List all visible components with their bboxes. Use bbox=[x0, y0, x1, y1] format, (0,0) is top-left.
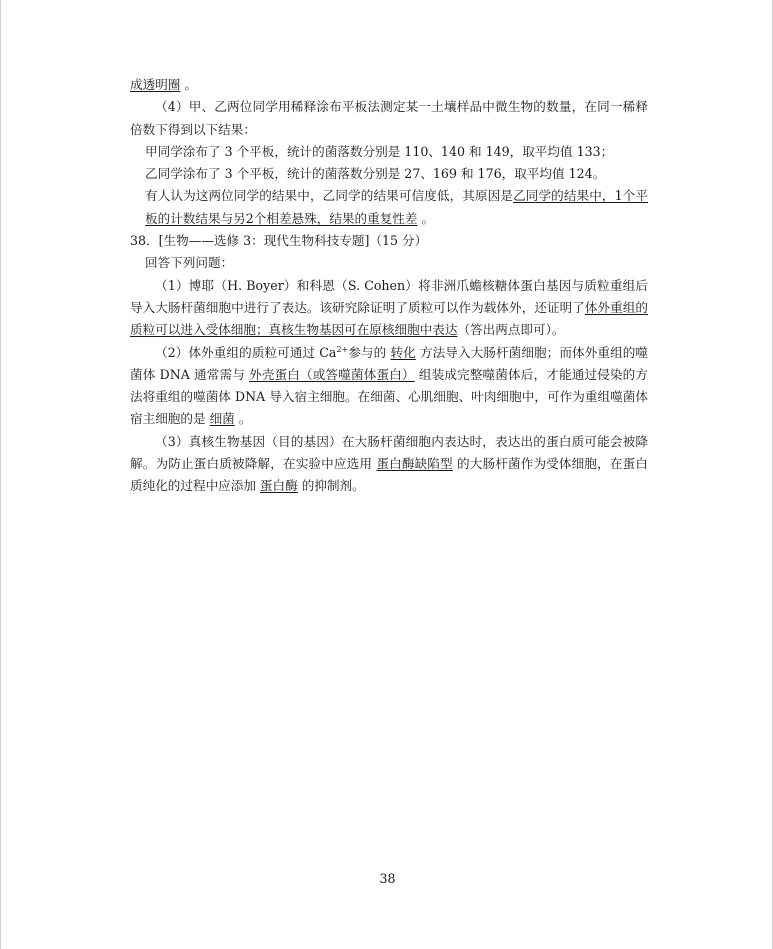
question-38-heading: 38．[生物——选修 3：现代生物科技专题]（15 分） bbox=[130, 233, 428, 249]
question-4-jia: 甲同学涂布了 3 个平板，统计的菌落数分别是 110、140 和 149，取平均值 133； bbox=[145, 143, 614, 159]
answer-blank: 体外重组的质粒可以进入受体细胞；真核生物基因可在原核细胞中表达 bbox=[130, 299, 649, 338]
answer-blank: 外壳蛋白（或答噬菌体蛋白） bbox=[249, 366, 415, 382]
question-38-instruction: 回答下列问题： bbox=[145, 255, 234, 271]
part-3-text: （3）真核生物基因（目的基因）在大肠杆菌细胞内表达时，表达出的蛋白质可能会被降解。为防止蛋白质被降解，在实验中应选用 bbox=[130, 433, 648, 472]
continuation-line bbox=[130, 74, 648, 96]
part-1-note: （答出两点即可）。 bbox=[457, 322, 565, 338]
part-3-text: 的大肠杆菌作为受体细胞，在蛋白质纯化的过程中应添加 bbox=[130, 456, 648, 494]
part-1-text: （1）博耶（H. Boyer）和科恩（S. Cohen）将非洲爪蟾核糖体蛋白基因与质粒重组后导入大肠杆菌细胞中进行了表达。该研究除证明了质粒可以作为载体外，还证明了 bbox=[130, 277, 648, 315]
part-2-text: 组装成完整噬菌体后，才能通过侵染的方法将重组的噬菌体 DNA 导入宿主细胞。在细菌、心肌细胞、叶肉细胞中，可作为重组噬菌体宿主细胞的是 bbox=[130, 366, 649, 427]
page-body bbox=[130, 74, 648, 498]
question-38-part-1 bbox=[130, 275, 648, 342]
answer-blank: 转化 bbox=[390, 344, 416, 360]
answer-blank: 细菌 bbox=[209, 411, 235, 427]
question-38-part-2 bbox=[130, 342, 648, 431]
question-38-part-3 bbox=[130, 431, 648, 498]
answer-blank: 蛋白酶缺陷型 bbox=[376, 456, 453, 472]
question-4-text: （4）甲、乙两位同学用稀释涂布平板法测定某一土壤样品中微生物的数量，在同一稀释倍数下得到以下结果： bbox=[130, 99, 648, 137]
part-2-text: 方法导入大肠杆菌细胞；而体外重组的噬菌体 DNA 通常需与 bbox=[130, 344, 649, 382]
reason-prompt: 有人认为这两位同学的结果中，乙同学的结果可信度低，其原因是 bbox=[145, 188, 514, 204]
page-number: 38 bbox=[379, 871, 396, 886]
punctuation: 。 bbox=[184, 77, 197, 92]
question-4-reason bbox=[130, 185, 648, 230]
punctuation: 。 bbox=[421, 210, 435, 226]
part-2-text: （2）体外重组的质粒可通过 Ca bbox=[155, 344, 337, 360]
part-2-text: 参与的 bbox=[348, 344, 387, 360]
answer-blank: 蛋白酶 bbox=[259, 478, 298, 494]
question-4-yi: 乙同学涂布了 3 个平板，统计的菌落数分别是 27、169 和 176，取平均值 124。 bbox=[145, 166, 606, 182]
answer-blank: 乙同学的结果中，1个平板的计数结果与另2个相差悬殊，结果的重复性差 bbox=[145, 188, 649, 226]
part-3-text: 的抑制剂。 bbox=[301, 478, 365, 494]
superscript: 2+ bbox=[336, 344, 349, 354]
answer-blank: 成透明圈 bbox=[130, 77, 181, 92]
punctuation: 。 bbox=[238, 411, 252, 427]
